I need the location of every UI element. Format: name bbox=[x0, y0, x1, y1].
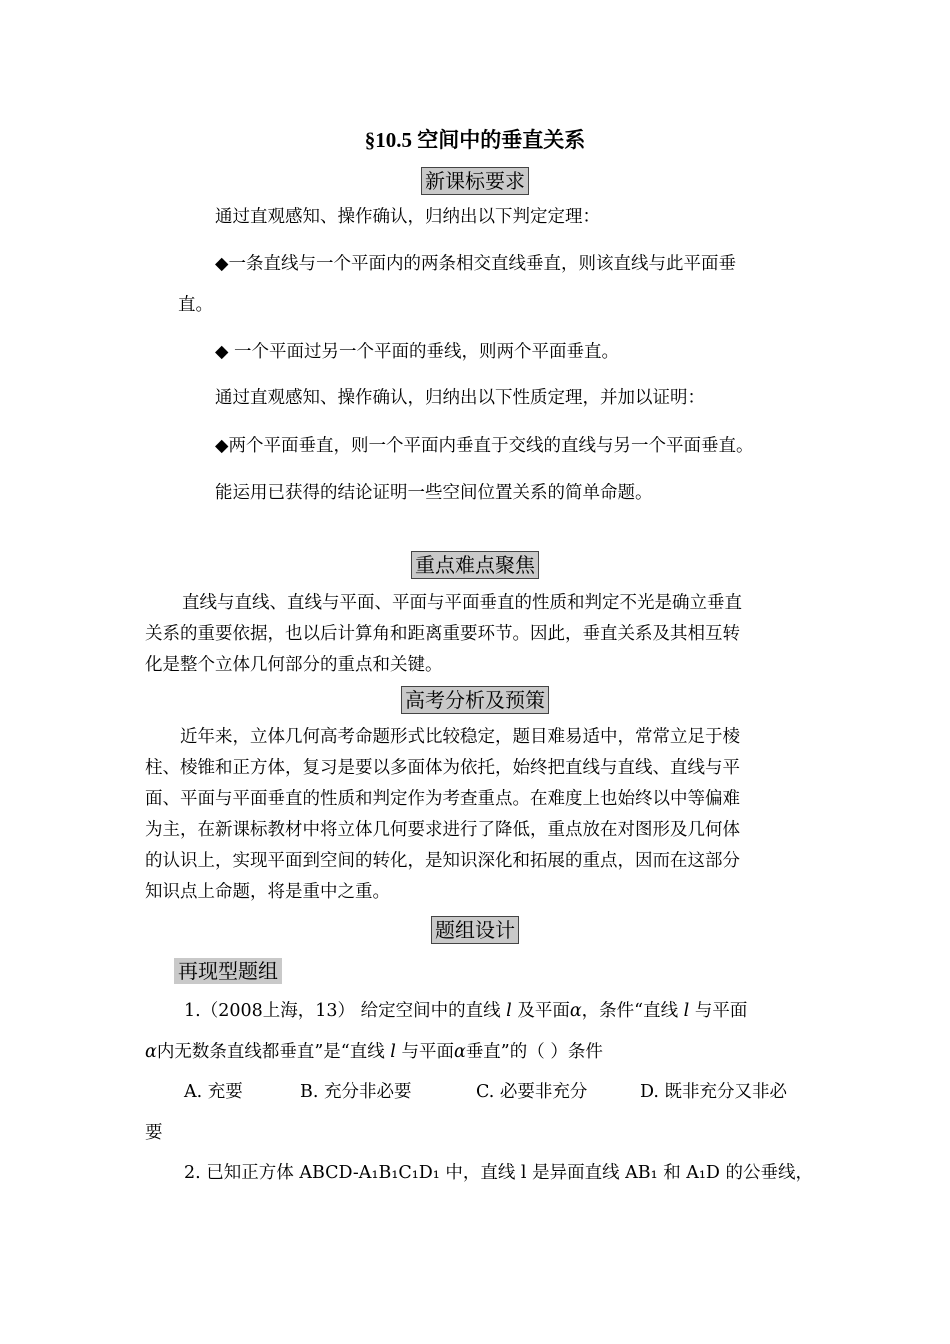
q1-option-d: D. 既非充分又非必 bbox=[640, 1082, 788, 1102]
design-heading: 题组设计 bbox=[431, 916, 519, 944]
q1-option-c: C. 必要非充分 bbox=[476, 1082, 588, 1102]
q1-line2b: 与平面 bbox=[395, 1042, 454, 1062]
q1-option-a: A. 充要 bbox=[184, 1082, 243, 1102]
requirements-line-7: 能运用已获得的结论证明一些空间位置关系的简单命题。 bbox=[215, 483, 653, 503]
question-1-line-2 bbox=[145, 1040, 603, 1064]
q1-line2a: 内无数条直线都垂直”是“直线 bbox=[156, 1042, 391, 1062]
requirements-line-2: ◆一条直线与一个平面内的两条相交直线垂直，则该直线与此平面垂 bbox=[215, 254, 736, 274]
q1-alpha-2: α bbox=[145, 1042, 157, 1062]
q1-mid1: 及平面 bbox=[511, 1001, 570, 1021]
analysis-heading: 高考分析及预策 bbox=[401, 686, 549, 714]
page-title: §10.5 空间中的垂直关系 bbox=[364, 128, 586, 152]
q1-line-l-2: l bbox=[683, 1001, 690, 1021]
question-2-line-1: 2. 已知正方体 ABCD-A₁B₁C₁D₁ 中，直线 l 是异面直线 AB₁ 和 A₁D 的公垂线， bbox=[184, 1163, 814, 1183]
requirements-line-3: 直。 bbox=[178, 295, 213, 315]
requirements-heading-wrap bbox=[0, 167, 950, 195]
focus-heading: 重点难点聚焦 bbox=[411, 551, 539, 579]
q1-line-l-3: l bbox=[390, 1042, 396, 1062]
question-1-line-1 bbox=[184, 999, 747, 1023]
reproduction-subheading: 再现型题组 bbox=[174, 958, 282, 984]
q1-mid2: ，条件“直线 bbox=[581, 1001, 684, 1021]
q1-alpha-3: α bbox=[453, 1042, 466, 1062]
requirements-line-1: 通过直观感知、操作确认，归纳出以下判定定理： bbox=[215, 207, 600, 227]
q1-alpha: α bbox=[569, 1001, 582, 1021]
analysis-heading-wrap bbox=[0, 686, 950, 714]
requirements-line-6: ◆两个平面垂直，则一个平面内垂直于交线的直线与另一个平面垂直。 bbox=[215, 436, 754, 456]
analysis-line-2: 柱、棱锥和正方体，复习是要以多面体为依托，始终把直线与直线、直线与平 bbox=[145, 758, 740, 778]
requirements-heading: 新课标要求 bbox=[421, 167, 529, 195]
focus-line-1: 直线与直线、直线与平面、平面与平面垂直的性质和判定不光是确立垂直 bbox=[182, 593, 742, 613]
q1-line2c: 垂直”的（ ）条件 bbox=[465, 1042, 603, 1062]
q1-option-b: B. 充分非必要 bbox=[300, 1082, 412, 1102]
q1-option-d-wrap: 要 bbox=[145, 1123, 163, 1143]
design-heading-wrap bbox=[0, 916, 950, 944]
analysis-line-6: 知识点上命题，将是重中之重。 bbox=[145, 882, 390, 902]
analysis-line-3: 面、平面与平面垂直的性质和判定作为考查重点。在难度上也始终以中等偏难 bbox=[145, 789, 740, 809]
q1-prefix: 1.（2008上海，13） 给定空间中的直线 bbox=[184, 1001, 507, 1021]
q1-line-l: l bbox=[506, 1001, 512, 1021]
focus-heading-wrap bbox=[0, 551, 950, 579]
focus-line-2: 关系的重要依据，也以后计算角和距离重要环节。因此，垂直关系及其相互转 bbox=[145, 624, 740, 644]
analysis-line-4: 为主，在新课标教材中将立体几何要求进行了降低，重点放在对图形及几何体 bbox=[145, 820, 740, 840]
analysis-line-5: 的认识上，实现平面到空间的转化，是知识深化和拓展的重点，因而在这部分 bbox=[145, 851, 740, 871]
requirements-line-5: 通过直观感知、操作确认，归纳出以下性质定理，并加以证明： bbox=[215, 388, 705, 408]
analysis-line-1: 近年来，立体几何高考命题形式比较稳定，题目难易适中，常常立足于棱 bbox=[180, 727, 740, 747]
focus-line-3: 化是整个立体几何部分的重点和关键。 bbox=[145, 655, 443, 675]
requirements-line-4: ◆ 一个平面过另一个平面的垂线，则两个平面垂直。 bbox=[215, 342, 620, 362]
q1-end1: 与平面 bbox=[689, 1001, 748, 1021]
